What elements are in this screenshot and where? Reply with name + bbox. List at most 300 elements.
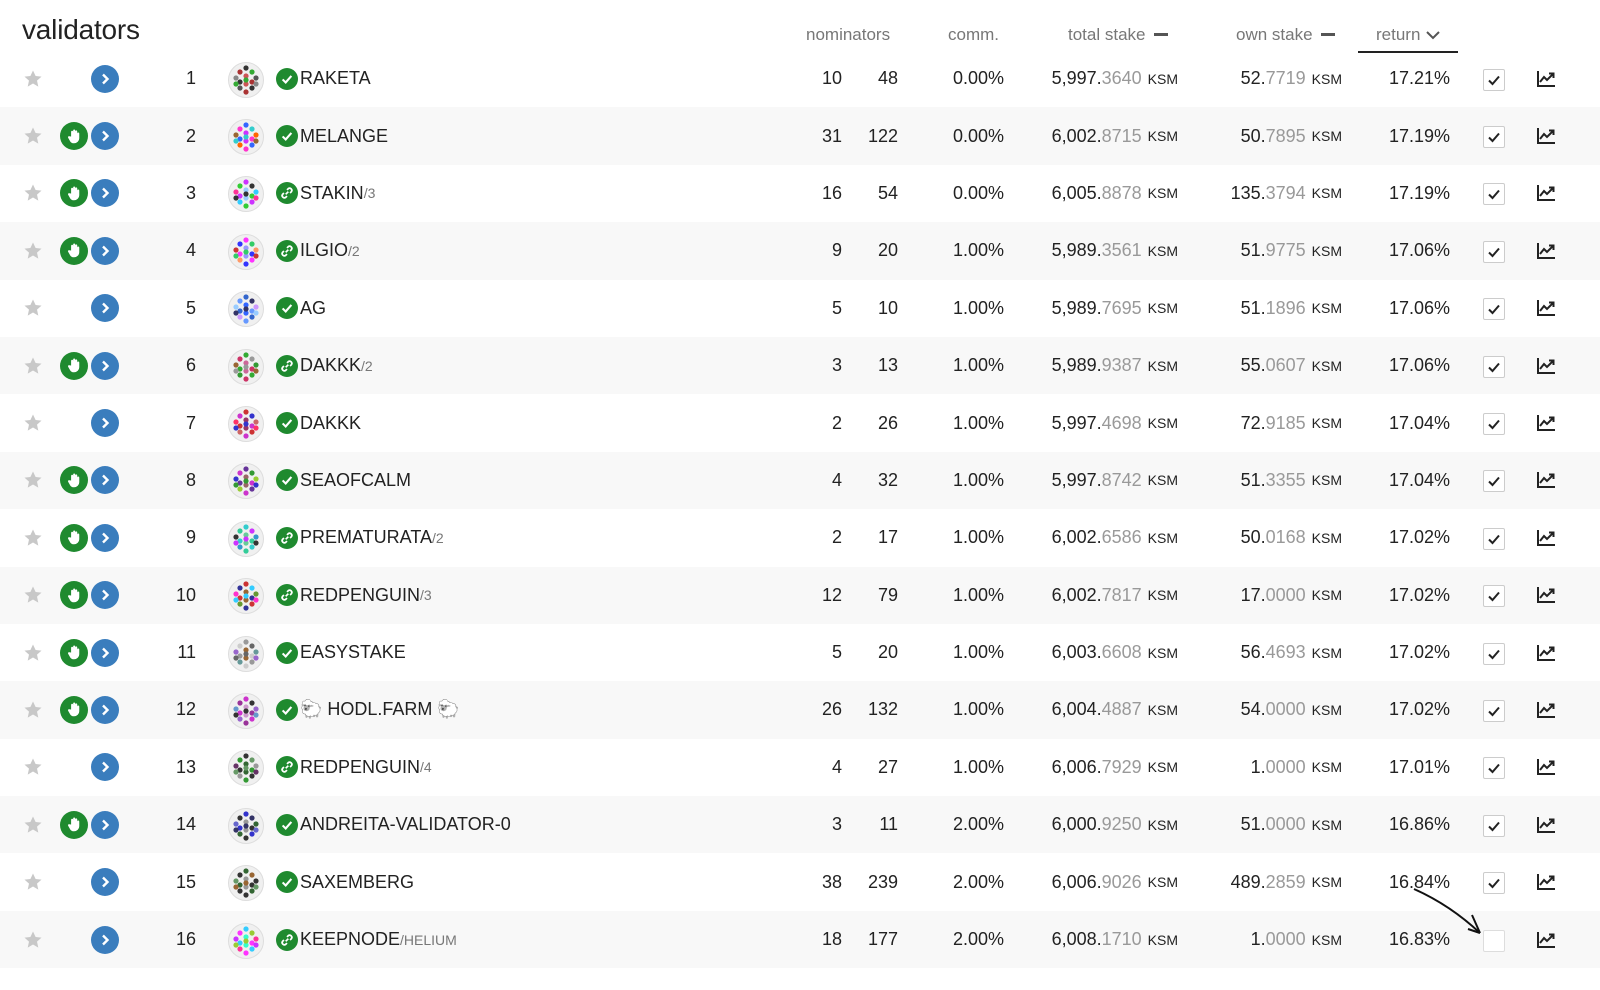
nominators-total-count: 177 [867, 929, 898, 950]
favorite-star-icon[interactable] [22, 107, 44, 164]
rank-number: 7 [185, 412, 196, 433]
rank-number: 16 [175, 929, 196, 950]
commission-value: 1.00% [952, 584, 1004, 605]
nominators-active-count: 18 [821, 929, 842, 950]
validator-name[interactable] [300, 911, 457, 968]
total-stake-int: 6,000. [1051, 814, 1102, 835]
validators-table [0, 50, 1600, 968]
favorite-star-icon[interactable] [22, 624, 44, 681]
chevron-right-icon[interactable] [91, 696, 119, 724]
own-stake-unit: KSM [1311, 701, 1342, 718]
hand-icon[interactable] [60, 237, 88, 265]
select-checkbox[interactable] [1483, 930, 1505, 952]
own-stake-unit: KSM [1311, 472, 1342, 489]
total-stake-unit: KSM [1147, 874, 1178, 891]
verified-identity-badge [276, 297, 298, 319]
own-stake-value [1180, 853, 1342, 910]
identicon[interactable] [228, 578, 264, 614]
own-stake-decimals: 1896 [1265, 297, 1306, 318]
check-icon [1487, 761, 1501, 775]
total-stake-value [1010, 853, 1178, 910]
check-icon [1487, 360, 1501, 374]
validator-sub-label: /2 [361, 357, 373, 374]
validator-name[interactable] [300, 853, 414, 910]
total-stake-value [1010, 796, 1178, 853]
return-value: 16.84% [1388, 871, 1450, 892]
total-stake-int: 6,006. [1051, 756, 1102, 777]
validator-name-label: ILGIO [300, 240, 349, 261]
select-checkbox[interactable] [1483, 413, 1505, 435]
own-stake-unit: KSM [1311, 70, 1342, 87]
check-icon [1487, 532, 1501, 546]
total-stake-decimals: 3561 [1101, 240, 1142, 261]
hand-icon[interactable] [60, 466, 88, 494]
chevron-right-icon[interactable] [91, 65, 119, 93]
favorite-star-icon[interactable] [22, 681, 44, 738]
chart-icon[interactable] [1535, 567, 1557, 624]
commission-value: 1.00% [952, 642, 1004, 663]
link-icon [280, 244, 294, 258]
chart-icon[interactable] [1535, 107, 1557, 164]
total-stake-unit: KSM [1147, 931, 1178, 948]
hand-icon[interactable] [60, 639, 88, 667]
nominators-active-count: 31 [821, 125, 842, 146]
select-checkbox[interactable] [1483, 815, 1505, 837]
table-row [0, 567, 1600, 624]
total-stake-unit: KSM [1147, 759, 1178, 776]
chevron-right-icon[interactable] [91, 179, 119, 207]
check-icon [1487, 589, 1501, 603]
validator-name-label: DAKKK [300, 355, 362, 376]
favorite-star-icon[interactable] [22, 567, 44, 624]
identicon[interactable] [228, 808, 264, 844]
verified-identity-badge [276, 699, 298, 721]
own-stake-unit: KSM [1311, 242, 1342, 259]
total-stake-decimals: 9387 [1101, 355, 1142, 376]
total-stake-value [1010, 739, 1178, 796]
hand-icon[interactable] [60, 122, 88, 150]
return-value: 17.02% [1388, 699, 1450, 720]
total-stake-int: 5,989. [1051, 240, 1102, 261]
nominators-active-count: 4 [831, 469, 842, 490]
validator-name[interactable] [300, 739, 432, 796]
verified-identity-badge [276, 642, 298, 664]
link-icon [280, 933, 294, 947]
total-stake-decimals: 8715 [1101, 125, 1142, 146]
column-header-return-label: return [1376, 25, 1421, 44]
sub-identity-badge [276, 929, 298, 951]
table-row [0, 624, 1600, 681]
total-stake-decimals: 7929 [1101, 756, 1142, 777]
identicon[interactable] [228, 636, 264, 672]
total-stake-int: 6,002. [1051, 527, 1102, 548]
favorite-star-icon[interactable] [22, 222, 44, 279]
identicon[interactable] [228, 291, 264, 327]
table-row [0, 853, 1600, 910]
nominators-active-count: 9 [831, 240, 842, 261]
chart-icon[interactable] [1535, 280, 1557, 337]
validator-name[interactable] [300, 222, 360, 279]
validator-name-label: EASYSTAKE [300, 642, 406, 663]
total-stake-unit: KSM [1147, 529, 1178, 546]
check-icon [1487, 417, 1501, 431]
chart-icon[interactable] [1535, 911, 1557, 968]
validator-name[interactable] [300, 681, 460, 738]
column-header-return[interactable] [1358, 25, 1458, 53]
own-stake-decimals: 3355 [1265, 469, 1306, 490]
nominators-active-count: 2 [831, 412, 842, 433]
own-stake-decimals: 0168 [1265, 527, 1306, 548]
chart-icon[interactable] [1535, 452, 1557, 509]
table-row [0, 394, 1600, 451]
total-stake-int: 6,008. [1051, 929, 1102, 950]
rank-number: 8 [185, 469, 196, 490]
column-header-total-stake-label: total stake [1068, 25, 1146, 44]
table-row [0, 452, 1600, 509]
verified-identity-badge [276, 469, 298, 491]
identicon[interactable] [228, 693, 264, 729]
commission-value: 1.00% [952, 527, 1004, 548]
total-stake-value [1010, 107, 1178, 164]
select-checkbox[interactable] [1483, 183, 1505, 205]
check-icon [280, 875, 294, 889]
own-stake-value [1180, 280, 1342, 337]
rank-number: 2 [185, 125, 196, 146]
chart-icon[interactable] [1535, 509, 1557, 566]
chart-icon[interactable] [1535, 739, 1557, 796]
commission-value: 1.00% [952, 412, 1004, 433]
own-stake-decimals: 3794 [1265, 182, 1306, 203]
validator-name[interactable] [300, 796, 511, 853]
chart-icon[interactable] [1535, 796, 1557, 853]
identicon[interactable] [228, 865, 264, 901]
check-icon [280, 646, 294, 660]
column-header-nominators[interactable]: nominators [806, 25, 891, 44]
check-icon [1487, 187, 1501, 201]
column-header-own-stake-label: own stake [1236, 25, 1313, 44]
identicon[interactable] [228, 176, 264, 212]
favorite-star-icon[interactable] [22, 280, 44, 337]
rank-number: 13 [175, 756, 196, 777]
total-stake-int: 5,989. [1051, 355, 1102, 376]
rank-number: 12 [175, 699, 196, 720]
identicon[interactable] [228, 349, 264, 385]
favorite-star-icon[interactable] [22, 911, 44, 968]
total-stake-unit: KSM [1147, 357, 1178, 374]
nominators-total-count: 20 [877, 642, 898, 663]
select-checkbox[interactable] [1483, 643, 1505, 665]
chart-icon[interactable] [1535, 681, 1557, 738]
nominators-active-count: 4 [831, 756, 842, 777]
favorite-star-icon[interactable] [22, 50, 44, 107]
check-icon [280, 818, 294, 832]
rank-number: 9 [185, 527, 196, 548]
own-stake-int: 54. [1240, 699, 1266, 720]
validator-sub-label: /2 [432, 529, 444, 546]
table-row [0, 222, 1600, 279]
select-checkbox[interactable] [1483, 585, 1505, 607]
validator-name-label: MELANGE [300, 125, 389, 146]
own-stake-unit: KSM [1311, 874, 1342, 891]
validator-name[interactable] [300, 624, 406, 681]
table-row [0, 337, 1600, 394]
hand-icon[interactable] [60, 811, 88, 839]
return-value: 17.04% [1388, 412, 1450, 433]
validator-name[interactable] [300, 452, 411, 509]
verified-identity-badge [276, 68, 298, 90]
own-stake-value [1180, 567, 1342, 624]
own-stake-int: 72. [1240, 412, 1266, 433]
total-stake-unit: KSM [1147, 587, 1178, 604]
own-stake-decimals: 2859 [1265, 871, 1306, 892]
chevron-right-icon[interactable] [91, 409, 119, 437]
nominators-total-count: 48 [877, 68, 898, 89]
validator-name[interactable] [300, 50, 371, 107]
favorite-star-icon[interactable] [22, 337, 44, 394]
own-stake-int: 1. [1250, 929, 1266, 950]
total-stake-value [1010, 567, 1178, 624]
validator-name[interactable] [300, 107, 388, 164]
nominators-total-count: 11 [879, 814, 898, 835]
own-stake-decimals: 0000 [1265, 814, 1306, 835]
chevron-right-icon[interactable] [91, 639, 119, 667]
hand-icon[interactable] [60, 524, 88, 552]
own-stake-value [1180, 509, 1342, 566]
check-icon [1487, 474, 1501, 488]
total-stake-value [1010, 452, 1178, 509]
nominators-active-count: 12 [821, 584, 842, 605]
nominators-active-count: 2 [831, 527, 842, 548]
return-value: 17.01% [1388, 756, 1450, 777]
own-stake-decimals: 4693 [1265, 642, 1306, 663]
identicon[interactable] [228, 119, 264, 155]
favorite-star-icon[interactable] [22, 853, 44, 910]
total-stake-int: 5,997. [1051, 412, 1102, 433]
total-stake-int: 6,004. [1051, 699, 1102, 720]
select-checkbox[interactable] [1483, 298, 1505, 320]
commission-value: 0.00% [952, 182, 1004, 203]
chevron-right-icon[interactable] [91, 581, 119, 609]
own-stake-int: 17. [1240, 584, 1266, 605]
total-stake-unit: KSM [1147, 300, 1178, 317]
validator-name-label: RAKETA [300, 68, 371, 89]
chart-icon[interactable] [1535, 624, 1557, 681]
identicon[interactable] [228, 750, 264, 786]
nominators-total-count: 132 [867, 699, 898, 720]
chart-icon[interactable] [1535, 853, 1557, 910]
column-header-comm[interactable]: comm. [948, 25, 999, 44]
nominators-active-count: 3 [831, 355, 842, 376]
total-stake-decimals: 3640 [1101, 68, 1142, 89]
hand-icon[interactable] [60, 352, 88, 380]
column-header-own-stake[interactable] [1236, 25, 1335, 45]
nominators-total-count: 26 [877, 412, 898, 433]
total-stake-decimals: 4698 [1101, 412, 1142, 433]
total-stake-unit: KSM [1147, 472, 1178, 489]
own-stake-decimals: 0000 [1265, 756, 1306, 777]
validator-name-label: AG [300, 297, 327, 318]
chevron-right-icon[interactable] [91, 352, 119, 380]
own-stake-int: 1. [1250, 756, 1266, 777]
commission-value: 1.00% [952, 355, 1004, 376]
own-stake-unit: KSM [1311, 644, 1342, 661]
chevron-right-icon[interactable] [91, 868, 119, 896]
favorite-star-icon[interactable] [22, 165, 44, 222]
nominators-total-count: 10 [877, 297, 898, 318]
chevron-right-icon[interactable] [91, 294, 119, 322]
verified-identity-badge [276, 814, 298, 836]
total-stake-decimals: 6608 [1101, 642, 1142, 663]
own-stake-value [1180, 911, 1342, 968]
favorite-star-icon[interactable] [22, 739, 44, 796]
validator-name[interactable] [300, 337, 373, 394]
total-stake-value [1010, 624, 1178, 681]
validator-name-label: STAKIN [300, 182, 364, 203]
own-stake-int: 51. [1240, 297, 1266, 318]
link-icon [280, 588, 294, 602]
check-icon [1487, 704, 1501, 718]
own-stake-int: 135. [1230, 182, 1266, 203]
validator-name[interactable] [300, 509, 444, 566]
validator-name-label: KEEPNODE [300, 929, 401, 950]
chart-icon[interactable] [1535, 50, 1557, 107]
hand-icon[interactable] [60, 581, 88, 609]
own-stake-decimals: 7895 [1265, 125, 1306, 146]
nominators-total-count: 20 [877, 240, 898, 261]
total-stake-decimals: 6586 [1101, 527, 1142, 548]
nominators-total-count: 239 [867, 871, 898, 892]
hand-icon[interactable] [60, 179, 88, 207]
select-checkbox[interactable] [1483, 872, 1505, 894]
identicon[interactable] [228, 521, 264, 557]
select-checkbox[interactable] [1483, 470, 1505, 492]
validator-name[interactable] [300, 165, 375, 222]
check-icon [280, 416, 294, 430]
table-row [0, 796, 1600, 853]
sub-identity-badge [276, 182, 298, 204]
own-stake-value [1180, 739, 1342, 796]
table-row [0, 681, 1600, 738]
identicon[interactable] [228, 234, 264, 270]
chart-icon[interactable] [1535, 165, 1557, 222]
select-checkbox[interactable] [1483, 700, 1505, 722]
validator-name-label: SEAOFCALM [300, 469, 412, 490]
total-stake-decimals: 4887 [1101, 699, 1142, 720]
collapse-icon [1154, 33, 1168, 36]
select-checkbox[interactable] [1483, 528, 1505, 550]
chevron-right-icon[interactable] [91, 753, 119, 781]
return-value: 17.06% [1388, 297, 1450, 318]
hand-icon[interactable] [60, 696, 88, 724]
total-stake-int: 6,005. [1051, 182, 1102, 203]
commission-value: 2.00% [952, 929, 1004, 950]
identicon[interactable] [228, 62, 264, 98]
own-stake-unit: KSM [1311, 128, 1342, 145]
commission-value: 1.00% [952, 240, 1004, 261]
check-icon [1487, 876, 1501, 890]
total-stake-value [1010, 165, 1178, 222]
identicon[interactable] [228, 406, 264, 442]
check-icon [280, 301, 294, 315]
own-stake-decimals: 7719 [1265, 68, 1306, 89]
validator-name-label: DAKKK [300, 412, 362, 433]
total-stake-value [1010, 222, 1178, 279]
chart-icon[interactable] [1535, 394, 1557, 451]
favorite-star-icon[interactable] [22, 796, 44, 853]
total-stake-value [1010, 50, 1178, 107]
validator-name[interactable] [300, 280, 326, 337]
validator-name-label: ANDREITA-VALIDATOR-0 [300, 814, 511, 835]
chevron-right-icon[interactable] [91, 811, 119, 839]
collapse-icon [1321, 33, 1335, 36]
own-stake-decimals: 0607 [1265, 355, 1306, 376]
sub-identity-badge [276, 584, 298, 606]
chevron-right-icon[interactable] [91, 926, 119, 954]
own-stake-value [1180, 394, 1342, 451]
chart-icon[interactable] [1535, 222, 1557, 279]
link-icon [280, 760, 294, 774]
total-stake-unit: KSM [1147, 701, 1178, 718]
total-stake-int: 5,989. [1051, 297, 1102, 318]
table-row [0, 509, 1600, 566]
select-checkbox[interactable] [1483, 69, 1505, 91]
validator-name[interactable] [300, 394, 361, 451]
rank-number: 1 [185, 68, 196, 89]
total-stake-value [1010, 394, 1178, 451]
chevron-right-icon[interactable] [91, 122, 119, 150]
total-stake-unit: KSM [1147, 70, 1178, 87]
favorite-star-icon[interactable] [22, 509, 44, 566]
identicon[interactable] [228, 463, 264, 499]
own-stake-unit: KSM [1311, 529, 1342, 546]
own-stake-value [1180, 452, 1342, 509]
chevron-right-icon[interactable] [91, 466, 119, 494]
nominators-active-count: 26 [821, 699, 842, 720]
validator-name[interactable] [300, 567, 432, 624]
chevron-down-icon [1426, 25, 1440, 45]
select-checkbox[interactable] [1483, 126, 1505, 148]
link-icon [280, 186, 294, 200]
own-stake-value [1180, 681, 1342, 738]
total-stake-decimals: 7695 [1101, 297, 1142, 318]
total-stake-unit: KSM [1147, 128, 1178, 145]
commission-value: 1.00% [952, 297, 1004, 318]
column-header-total-stake[interactable] [1068, 25, 1168, 45]
total-stake-decimals: 1710 [1101, 929, 1142, 950]
own-stake-int: 50. [1240, 527, 1266, 548]
select-checkbox[interactable] [1483, 757, 1505, 779]
select-checkbox[interactable] [1483, 241, 1505, 263]
commission-value: 1.00% [952, 756, 1004, 777]
own-stake-decimals: 0000 [1265, 584, 1306, 605]
check-icon [280, 473, 294, 487]
own-stake-int: 489. [1230, 871, 1266, 892]
total-stake-value [1010, 337, 1178, 394]
chevron-right-icon[interactable] [91, 524, 119, 552]
validator-name-label: PREMATURATA [300, 527, 433, 548]
select-checkbox[interactable] [1483, 356, 1505, 378]
own-stake-unit: KSM [1311, 931, 1342, 948]
total-stake-value [1010, 911, 1178, 968]
validator-sub-label: /2 [348, 242, 360, 259]
identicon[interactable] [228, 923, 264, 959]
chevron-right-icon[interactable] [91, 237, 119, 265]
total-stake-value [1010, 681, 1178, 738]
check-icon [280, 129, 294, 143]
favorite-star-icon[interactable] [22, 394, 44, 451]
chart-icon[interactable] [1535, 337, 1557, 394]
favorite-star-icon[interactable] [22, 452, 44, 509]
